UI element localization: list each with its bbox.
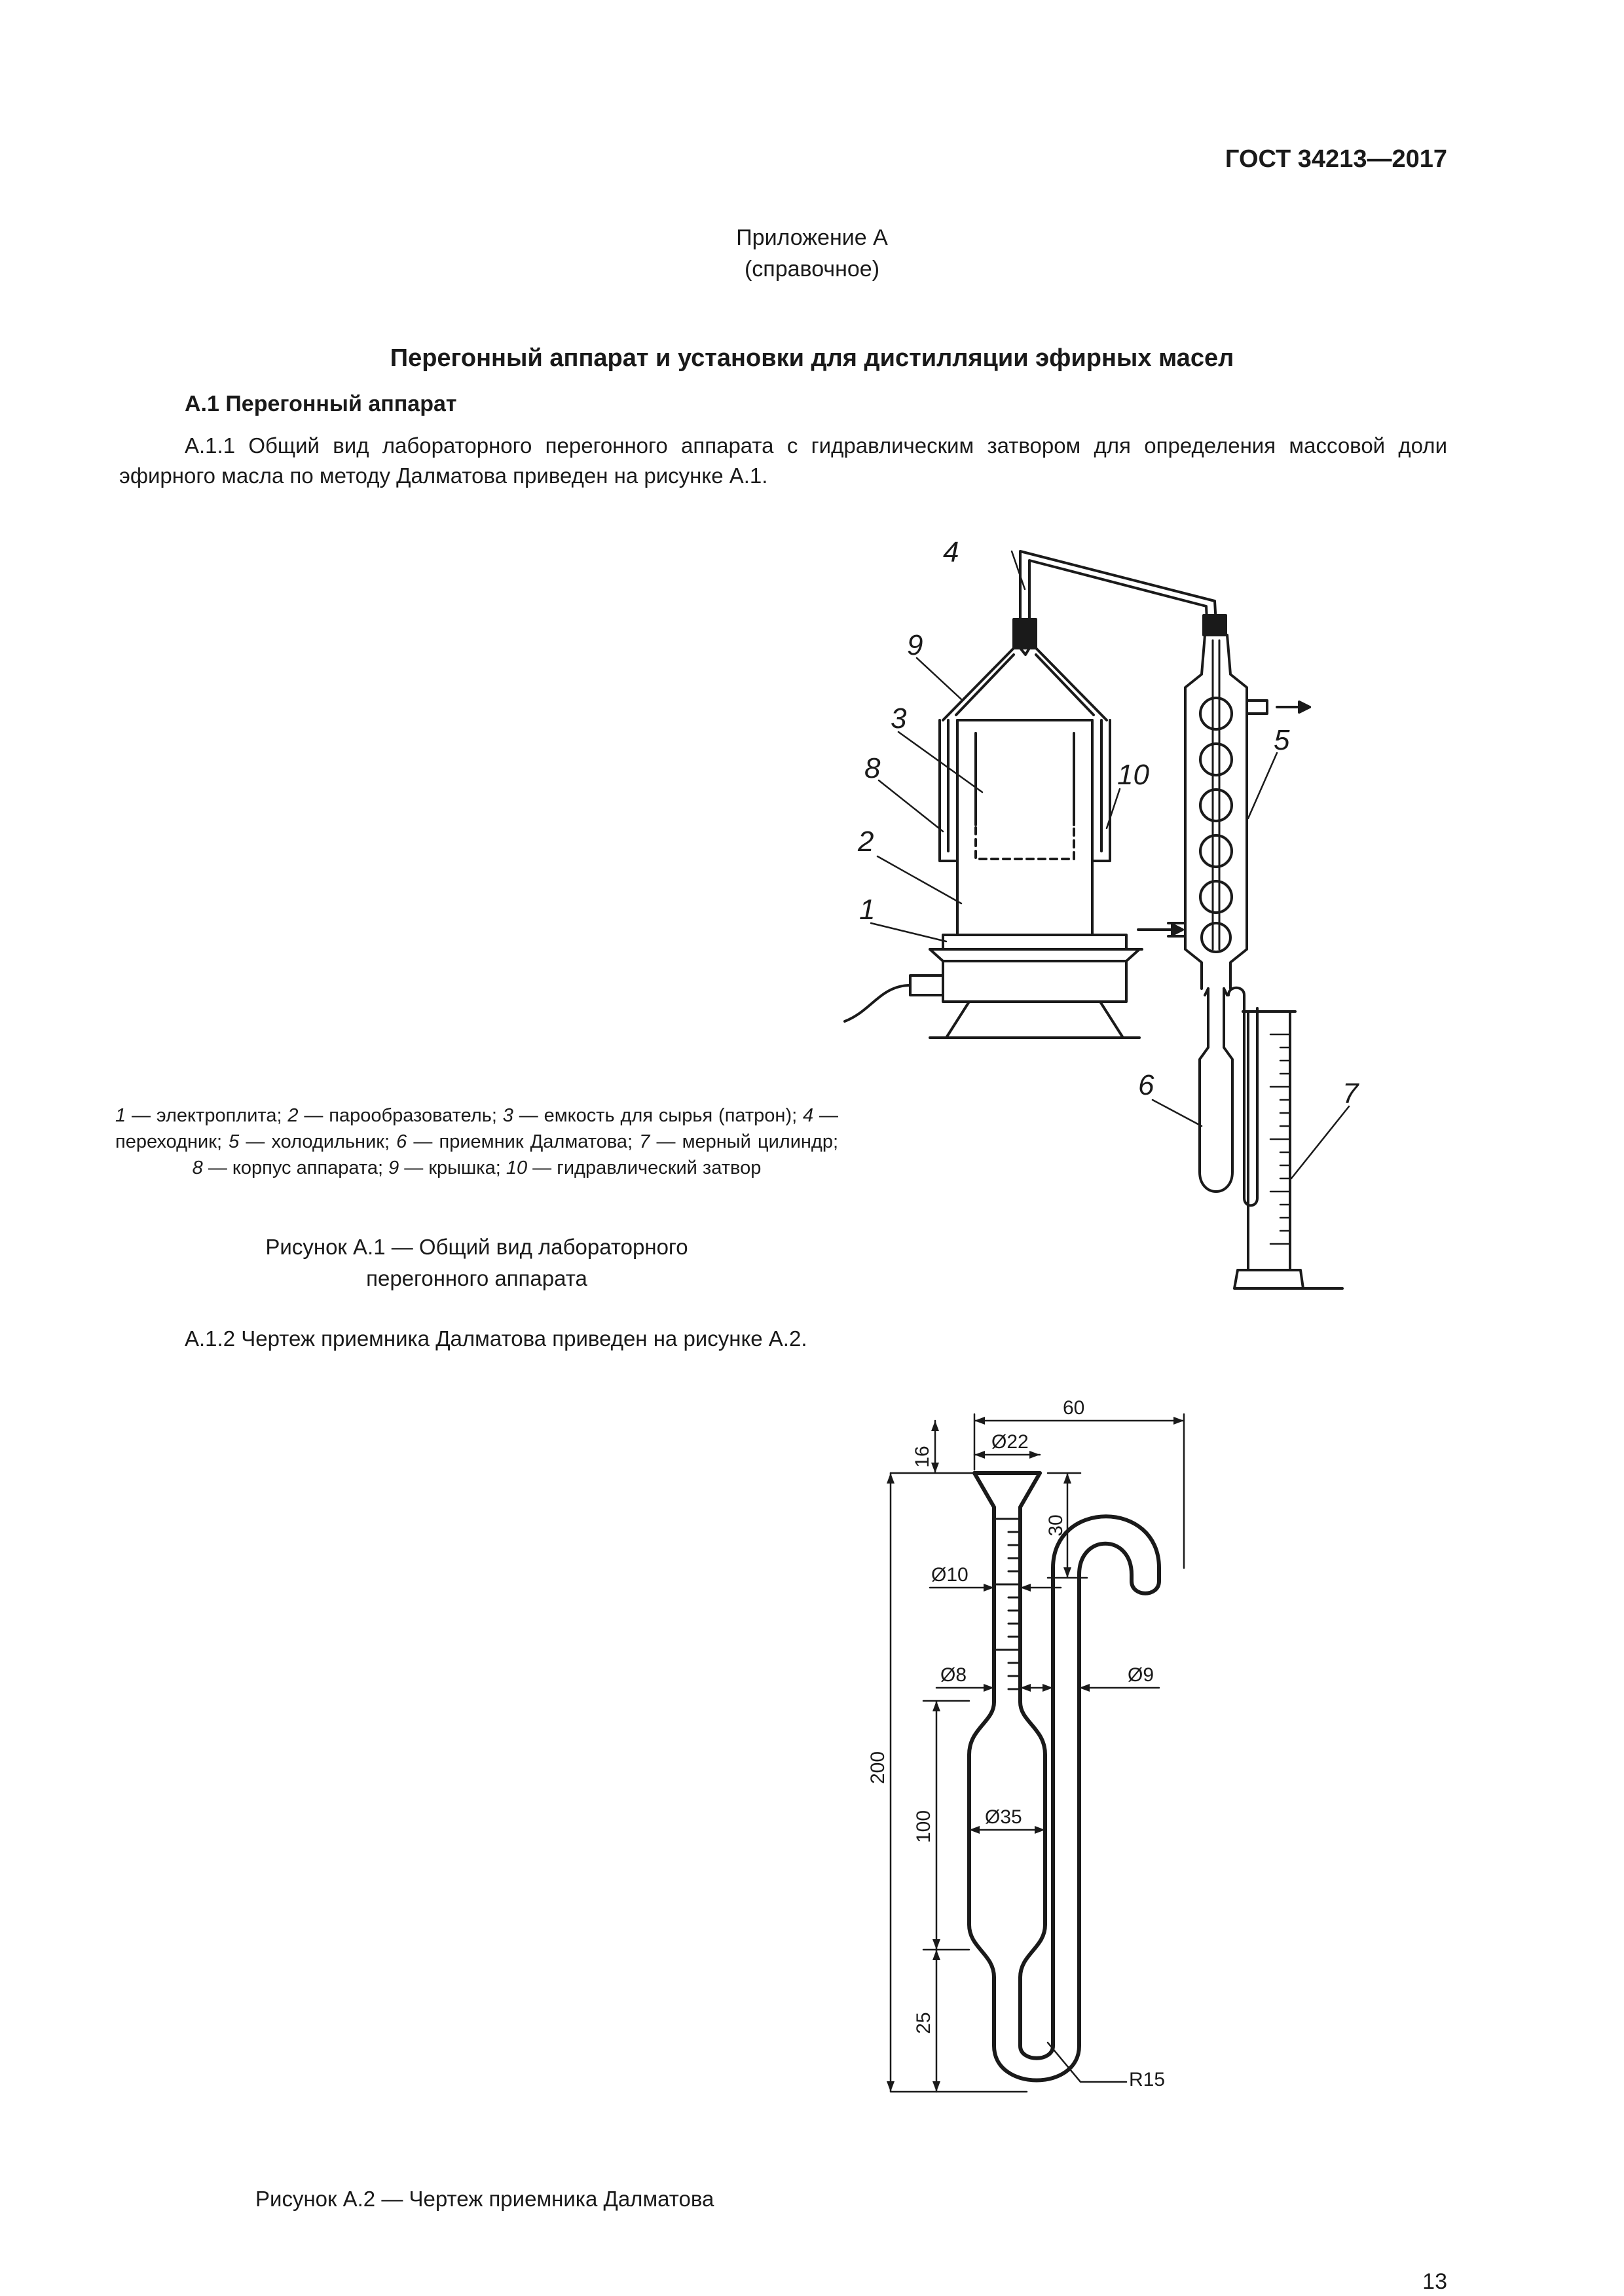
condenser — [1138, 635, 1310, 989]
hot-plate — [845, 935, 1142, 1038]
figure2-dimension-lines — [891, 1414, 1184, 2092]
figure1-label-5: 5 — [1274, 724, 1290, 756]
dim-25: 25 — [913, 2012, 934, 2034]
figure2-arrowheads — [887, 1417, 1184, 2092]
figure1-label-4: 4 — [943, 536, 959, 568]
figure1-label-1: 1 — [859, 894, 876, 926]
legend-number: 8 — [192, 1157, 203, 1178]
figure1-label-7: 7 — [1342, 1078, 1359, 1110]
dim-d10: Ø10 — [931, 1564, 969, 1586]
legend-number: 4 — [803, 1105, 814, 1126]
dim-100: 100 — [913, 1810, 934, 1844]
legend-number: 10 — [506, 1157, 528, 1178]
legend-text: — гидравлический затвор — [527, 1157, 762, 1178]
figure2-caption: Рисунок А.2 — Чертеж приемника Далматова — [255, 2187, 714, 2211]
raw-material-cartridge — [976, 733, 1074, 859]
figure2-receiver-drawing — [864, 1381, 1218, 2102]
legend-number: 1 — [115, 1105, 126, 1126]
figure1-leader-lines — [871, 551, 1349, 1178]
legend-number: 5 — [229, 1131, 240, 1152]
paragraph-a12: А.1.2 Чертеж приемника Далматова приведен на рисунке А.2. — [185, 1326, 807, 1351]
legend-text: — емкость для сырья (патрон); — [513, 1105, 803, 1126]
legend-number: 2 — [287, 1105, 299, 1126]
steam-generator — [957, 720, 1092, 935]
measuring-cylinder — [1234, 1011, 1342, 1288]
dim-d8: Ø8 — [940, 1664, 967, 1686]
legend-number: 7 — [639, 1131, 650, 1152]
dim-60: 60 — [1063, 1397, 1085, 1419]
legend-text: — переходник; — [115, 1105, 838, 1152]
legend-number: 6 — [396, 1131, 407, 1152]
dim-d35: Ø35 — [985, 1806, 1022, 1828]
appendix-type: (справочное) — [744, 257, 880, 282]
legend-text: — электроплита; — [126, 1105, 288, 1126]
figure1-label-10: 10 — [1117, 759, 1149, 791]
apparatus-lid — [943, 619, 1107, 720]
dim-d22: Ø22 — [991, 1431, 1029, 1453]
legend-text: — парообразователь; — [298, 1105, 503, 1126]
dim-30: 30 — [1045, 1514, 1067, 1537]
apparatus-housing — [940, 720, 1110, 861]
appendix-title: Перегонный аппарат и установки для дистилляции эфирных масел — [390, 344, 1234, 372]
dim-200: 200 — [867, 1751, 889, 1785]
dim-16: 16 — [912, 1446, 933, 1468]
page-number: 13 — [1422, 2269, 1447, 2294]
figure1-label-3: 3 — [891, 702, 907, 735]
dim-r15: R15 — [1129, 2069, 1166, 2090]
figure1-caption: Рисунок А.1 — Общий вид лабораторного — [265, 1235, 688, 1259]
legend-text: — мерный цилиндр; — [650, 1131, 839, 1152]
figure1-apparatus-drawing — [838, 517, 1375, 1303]
figure1-label-6: 6 — [1138, 1069, 1154, 1101]
figure1-caption-line2: перегонного аппарата — [366, 1266, 587, 1290]
section-heading: А.1 Перегонный аппарат — [185, 392, 457, 416]
figure1-label-9: 9 — [907, 629, 923, 661]
receiver-body — [969, 1473, 1159, 2081]
appendix-label: Приложение А — [736, 225, 888, 250]
legend-text: — холодильник; — [239, 1131, 397, 1152]
legend-text: — корпус аппарата; — [202, 1157, 389, 1178]
adapter-tube — [1020, 551, 1226, 655]
legend-number: 3 — [502, 1105, 513, 1126]
legend-text: — крышка; — [399, 1157, 506, 1178]
document-header: ГОСТ 34213—2017 — [1225, 145, 1447, 173]
dim-d9: Ø9 — [1128, 1664, 1154, 1686]
figure1-label-2: 2 — [858, 826, 874, 858]
figure1-label-8: 8 — [864, 752, 881, 784]
legend-number: 9 — [388, 1157, 399, 1178]
paragraph-a11: А.1.1 Общий вид лабораторного перегонного аппарата с гидравлическим затвором для определения массовой доли эфирного масла по методу Далматова приведен на рисунке А.1. — [119, 433, 1447, 488]
figure1-legend — [115, 1102, 838, 1181]
receiver-scale — [994, 1519, 1020, 1689]
legend-text: — приемник Далматова; — [407, 1131, 640, 1152]
